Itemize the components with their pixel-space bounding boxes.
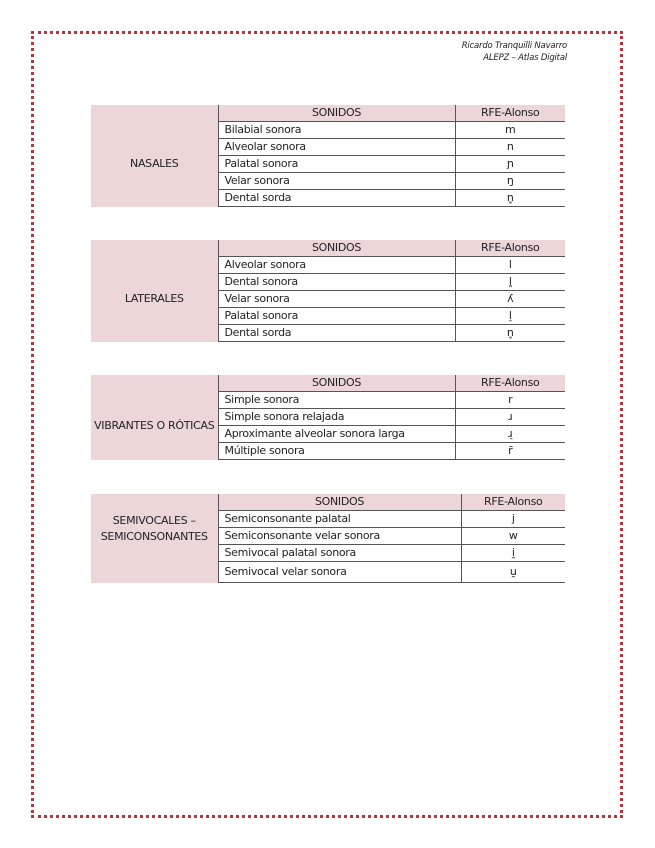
sonido-cell: Alveolar sonora — [218, 139, 455, 156]
table-nasales — [91, 105, 565, 207]
table-header-row — [91, 240, 565, 257]
table-header-row — [91, 494, 565, 511]
rfe-cell: r̄ — [455, 443, 565, 460]
table-semivocales — [91, 494, 565, 583]
sonido-cell: Dental sorda — [218, 325, 455, 342]
category-label: VIBRANTES O RÓTICAS — [91, 392, 218, 460]
rfe-cell: ʎ — [455, 291, 565, 308]
sonido-cell: Dental sorda — [218, 190, 455, 207]
rfe-cell: r — [455, 392, 565, 409]
table-header-row — [91, 375, 565, 392]
header-subtitle: ALEPZ – Atlas Digital — [483, 53, 567, 63]
table-row — [91, 257, 565, 274]
category-cell-top — [91, 240, 218, 257]
sonido-cell: Palatal sonora — [218, 308, 455, 325]
rfe-cell: j — [461, 511, 565, 528]
sonido-cell: Simple sonora — [218, 392, 455, 409]
category-cell-top — [91, 375, 218, 392]
table-row — [91, 122, 565, 139]
col-header-rfe: RFE-Alonso — [455, 105, 565, 122]
category-label: LATERALES — [91, 257, 218, 342]
col-header-rfe: RFE-Alonso — [455, 240, 565, 257]
rfe-cell: l̪ — [455, 274, 565, 291]
sonido-cell: Semivocal velar sonora — [218, 562, 461, 583]
rfe-cell: ɹ̠ — [455, 426, 565, 443]
rfe-cell: l̠ — [455, 308, 565, 325]
col-header-rfe: RFE-Alonso — [455, 375, 565, 392]
sonido-cell: Aproximante alveolar sonora larga — [218, 426, 455, 443]
sonido-cell: Simple sonora relajada — [218, 409, 455, 426]
rfe-cell: ɲ — [455, 156, 565, 173]
rfe-cell: u̯ — [461, 562, 565, 583]
sonido-cell: Bilabial sonora — [218, 122, 455, 139]
rfe-cell: i̯ — [461, 545, 565, 562]
col-header-rfe: RFE-Alonso — [461, 494, 565, 511]
header-author: Ricardo Tranquilli Navarro — [461, 41, 567, 51]
sonido-cell: Alveolar sonora — [218, 257, 455, 274]
category-label: NASALES — [91, 122, 218, 207]
rfe-cell: w — [461, 528, 565, 545]
table-header-row — [91, 105, 565, 122]
col-header-sonidos: SONIDOS — [218, 494, 461, 511]
sonido-cell: Semivocal palatal sonora — [218, 545, 461, 562]
sonido-cell: Semiconsonante palatal — [218, 511, 461, 528]
rfe-cell: n̥ — [455, 325, 565, 342]
rfe-cell: ɹ — [455, 409, 565, 426]
rfe-cell: ŋ — [455, 173, 565, 190]
col-header-sonidos: SONIDOS — [218, 240, 455, 257]
rfe-cell: n — [455, 139, 565, 156]
category-cell-top — [91, 494, 218, 511]
table-laterales — [91, 240, 565, 342]
sonido-cell: Velar sonora — [218, 291, 455, 308]
table-row — [91, 511, 565, 528]
rfe-cell: n̥ — [455, 190, 565, 207]
sonido-cell: Semiconsonante velar sonora — [218, 528, 461, 545]
table-row — [91, 392, 565, 409]
sonido-cell: Dental sonora — [218, 274, 455, 291]
col-header-sonidos: SONIDOS — [218, 105, 455, 122]
col-header-sonidos: SONIDOS — [218, 375, 455, 392]
sonido-cell: Palatal sonora — [218, 156, 455, 173]
sonido-cell: Múltiple sonora — [218, 443, 455, 460]
category-cell-top — [91, 105, 218, 122]
page-header — [462, 40, 567, 64]
sonido-cell: Velar sonora — [218, 173, 455, 190]
rfe-cell: l — [455, 257, 565, 274]
category-label: SEMIVOCALES – SEMICONSONANTES — [91, 511, 218, 583]
table-vibrantes — [91, 375, 565, 460]
rfe-cell: m — [455, 122, 565, 139]
